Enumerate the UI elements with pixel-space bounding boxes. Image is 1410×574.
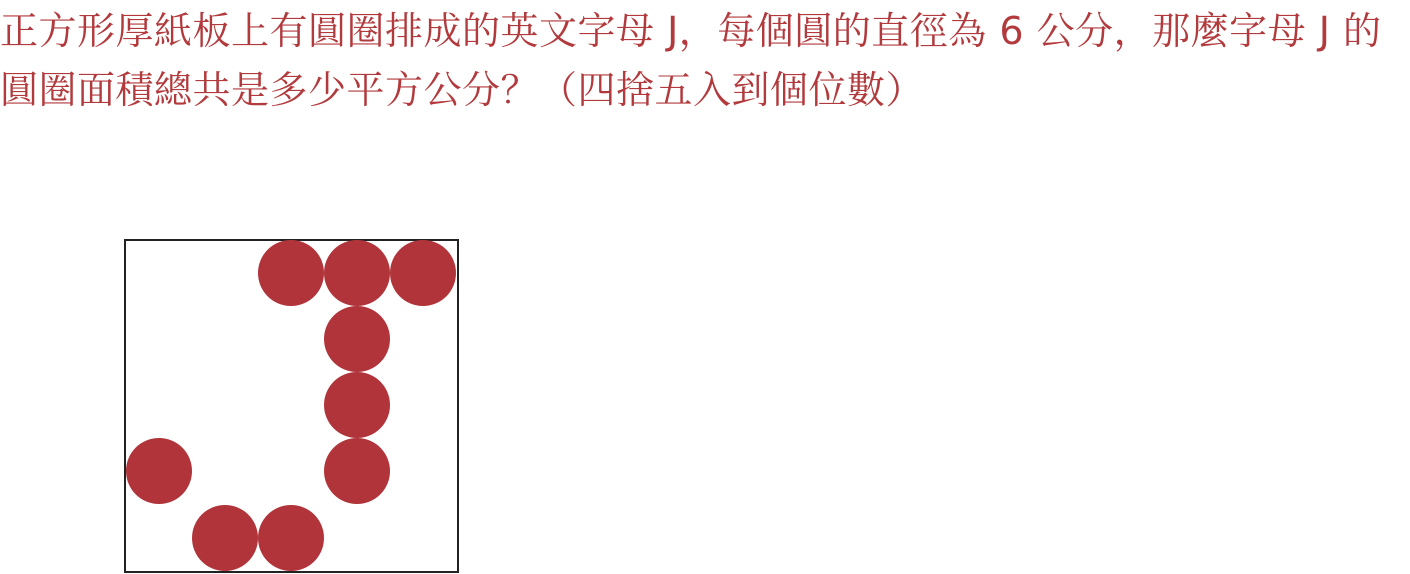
circle-bottom-2	[258, 505, 324, 571]
letter-j-circles	[126, 240, 456, 571]
circle-stem-2	[324, 372, 390, 438]
circle-hook-left	[126, 438, 192, 504]
circle-bottom-1	[192, 505, 258, 571]
circle-top-3	[390, 240, 456, 306]
circle-stem-1	[324, 306, 390, 372]
circle-stem-3	[324, 438, 390, 504]
circle-top-1	[258, 240, 324, 306]
question-text: 正方形厚紙板上有圓圈排成的英文字母 J，每個圓的直徑為 6 公分，那麼字母 J 的圓圈面積總共是多少平方公分？（四捨五入到個位數）	[0, 9, 1382, 112]
circle-top-2	[324, 240, 390, 306]
